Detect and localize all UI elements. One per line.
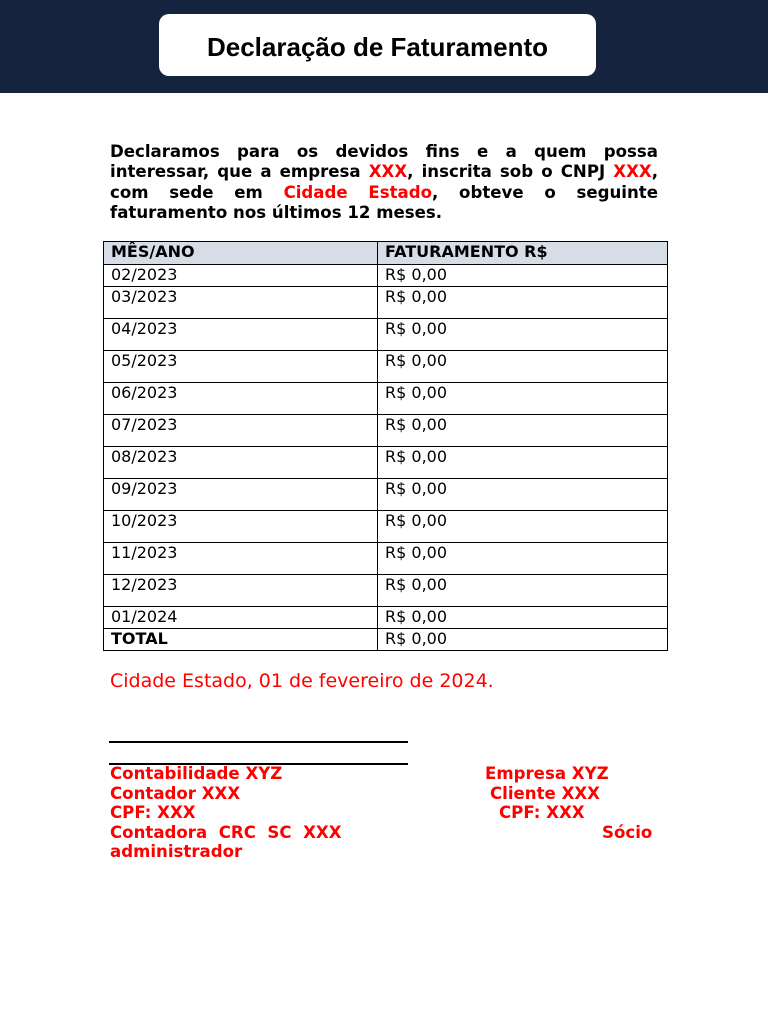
table-row	[104, 607, 668, 629]
table-row	[104, 287, 668, 319]
month-cell: 07/2023	[104, 415, 378, 447]
company-name: Empresa XYZ	[485, 764, 609, 783]
revenue-cell: R$ 0,00	[378, 287, 668, 319]
header-month-year: MÊS/ANO	[104, 242, 378, 265]
revenue-cell: R$ 0,00	[378, 543, 668, 575]
intro-paragraph	[110, 142, 658, 223]
header-banner	[0, 0, 768, 93]
signature-block-accountant	[110, 764, 342, 862]
table-row	[104, 351, 668, 383]
partner-role: Sócio	[602, 822, 653, 842]
intro-location: Cidade Estado	[283, 182, 432, 202]
month-cell: 01/2024	[104, 607, 378, 629]
intro-text-4: , obteve o seguinte faturamento nos últimos 12 meses.	[110, 182, 658, 222]
accountant-cpf: CPF: XXX	[110, 803, 196, 822]
table-row	[104, 511, 668, 543]
table-row	[104, 447, 668, 479]
revenue-cell: R$ 0,00	[378, 415, 668, 447]
signature-block-company	[485, 764, 652, 842]
month-cell: 11/2023	[104, 543, 378, 575]
revenue-cell: R$ 0,00	[378, 607, 668, 629]
signature-line	[109, 741, 408, 743]
table-total-row	[104, 629, 668, 651]
revenue-cell: R$ 0,00	[378, 575, 668, 607]
month-cell: 05/2023	[104, 351, 378, 383]
revenue-cell: R$ 0,00	[378, 351, 668, 383]
month-cell: 02/2023	[104, 265, 378, 287]
revenue-cell: R$ 0,00	[378, 319, 668, 351]
title-box	[159, 14, 596, 76]
revenue-cell: R$ 0,00	[378, 479, 668, 511]
accountant-name: Contador XXX	[110, 783, 241, 803]
header-revenue: FATURAMENTO R$	[378, 242, 668, 265]
intro-text-2: , inscrita sob o CNPJ	[407, 162, 614, 182]
table-header-row	[104, 242, 668, 265]
table-row	[104, 319, 668, 351]
table-row	[104, 479, 668, 511]
month-cell: 06/2023	[104, 383, 378, 415]
city-date: Cidade Estado, 01 de fevereiro de 2024.	[110, 670, 494, 692]
administrator-label: administrador	[110, 842, 243, 861]
month-cell: 03/2023	[104, 287, 378, 319]
client-name: Cliente XXX	[490, 783, 600, 803]
revenue-cell: R$ 0,00	[378, 265, 668, 287]
month-cell: 04/2023	[104, 319, 378, 351]
table-row	[104, 543, 668, 575]
table-row	[104, 265, 668, 287]
month-cell: 10/2023	[104, 511, 378, 543]
intro-text-3: , com sede em	[110, 162, 658, 202]
revenue-cell: R$ 0,00	[378, 447, 668, 479]
table-row	[104, 383, 668, 415]
accountant-crc: Contadora CRC SC XXX	[110, 822, 342, 842]
intro-text-1: Declaramos para os devidos fins e a quem possa interessar, que a empresa	[110, 142, 658, 182]
month-cell: 09/2023	[104, 479, 378, 511]
total-value: R$ 0,00	[378, 629, 668, 651]
client-cpf: CPF: XXX	[499, 803, 585, 822]
accountant-firm: Contabilidade XYZ	[110, 764, 283, 783]
intro-cnpj: XXX	[613, 162, 652, 182]
month-cell: 12/2023	[104, 575, 378, 607]
intro-company: XXX	[368, 162, 408, 182]
month-cell: 08/2023	[104, 447, 378, 479]
revenue-cell: R$ 0,00	[378, 511, 668, 543]
revenue-cell: R$ 0,00	[378, 383, 668, 415]
document-title: Declaração de Faturamento	[206, 32, 548, 62]
revenue-table	[103, 241, 668, 651]
total-label: TOTAL	[104, 629, 378, 651]
table-row	[104, 575, 668, 607]
table-row	[104, 415, 668, 447]
